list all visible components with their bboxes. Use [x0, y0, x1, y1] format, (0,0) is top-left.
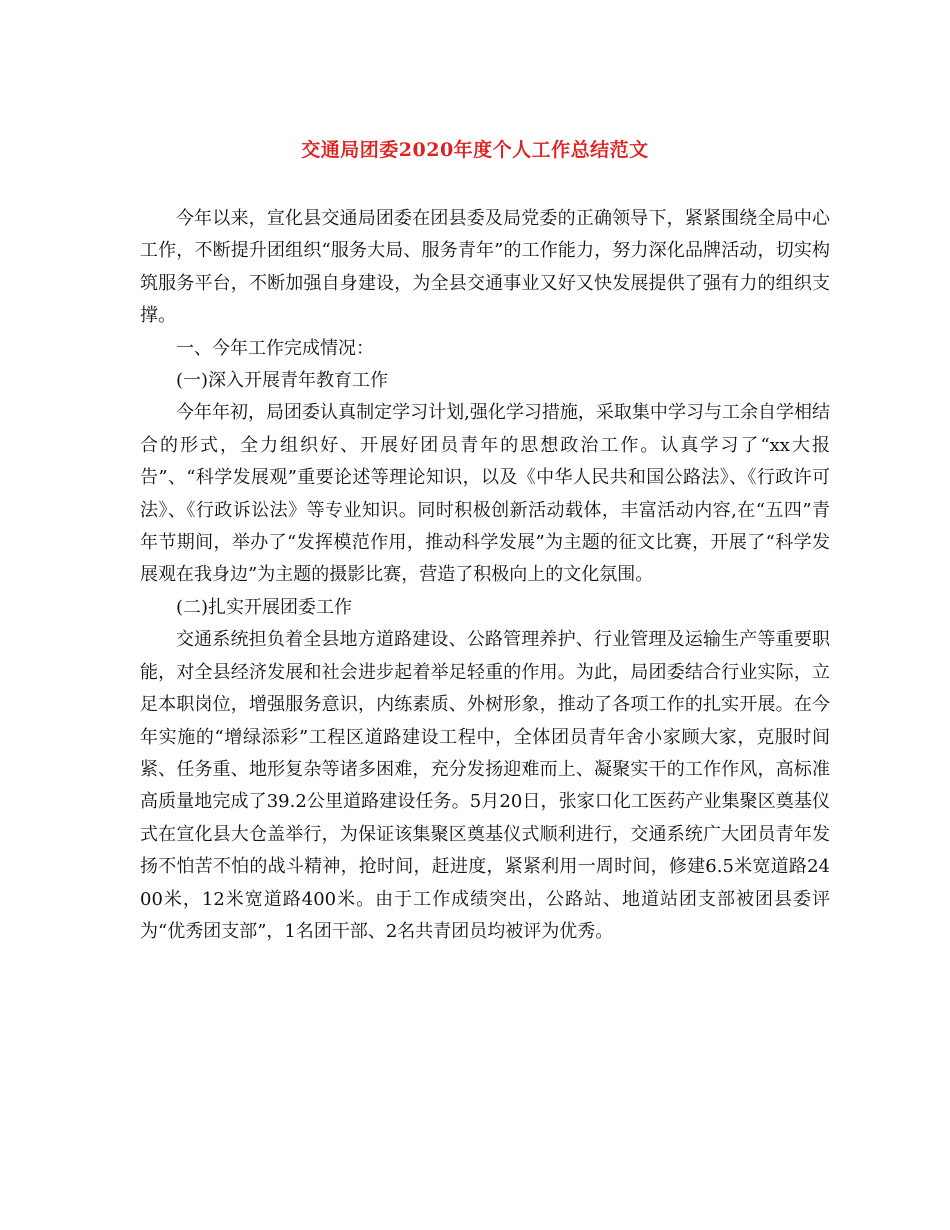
subsection-heading-2: (二)扎实开展团委工作	[176, 596, 353, 618]
paragraph-intro: 今年以来，宣化县交通局团委在团县委及局党委的正确领导下，紧紧围绕全局中心工作，不断提升团组织“服务大局、服务青年”的工作能力，努力深化品牌活动，切实构筑服务平台，不断加强自身建设，为全县交通事业又好又快发展提供了强有力的组织支撑。	[140, 208, 830, 327]
paragraph-league-work: 交通系统担负着全县地方道路建设、公路管理养护、行业管理及运输生产等重要职能，对全县经济发展和社会进步起着举足轻重的作用。为此，局团委结合行业实际，立足本职岗位，增强服务意识，内练素质、外树形象，推动了各项工作的扎实开展。在今年实施的“增绿添彩”工程区道路建设工程中，全体团员青年舍小家顾大家，克服时间紧、任务重、地形复杂等诸多困难，充分发扬迎难而上、凝聚实干的工作作风，高标准高质量地完成了39.2公里道路建设任务。5月20日，张家口化工医药产业集聚区奠基仪式在宣化县大仓盖举行，为保证该集聚区奠基仪式顺利进行，交通系统广大团员青年发扬不怕苦不怕的战斗精神，抢时间，赶进度，紧紧利用一周时间，修建6.5米宽道路2400米，12米宽道路400米。由于工作成绩突出，公路站、地道站团支部被团县委评为“优秀团支部”，1名团干部、2名共青团员均被评为优秀。	[140, 629, 830, 942]
section-heading: 一、今年工作完成情况：	[176, 337, 374, 359]
document-body	[140, 203, 830, 948]
paragraph-youth-education: 今年年初，局团委认真制定学习计划,强化学习措施，采取集中学习与工余自学相结合的形式，全力组织好、开展好团员青年的思想政治工作。认真学习了“xx大报告”、“科学发展观”重要论述等理论知识，以及《中华人民共和国公路法》、《行政许可法》、《行政诉讼法》等专业知识。同时积极创新活动载体，丰富活动内容,在“五四”青年节期间，举办了“发挥模范作用，推动科学发展”为主题的征文比赛，开展了“科学发展观在我身边”为主题的摄影比赛，营造了积极向上的文化氛围。	[140, 402, 830, 586]
subsection-heading-1: (一)深入开展青年教育工作	[176, 370, 389, 392]
document-title: 交通局团委2020年度个人工作总结范文	[301, 139, 649, 161]
